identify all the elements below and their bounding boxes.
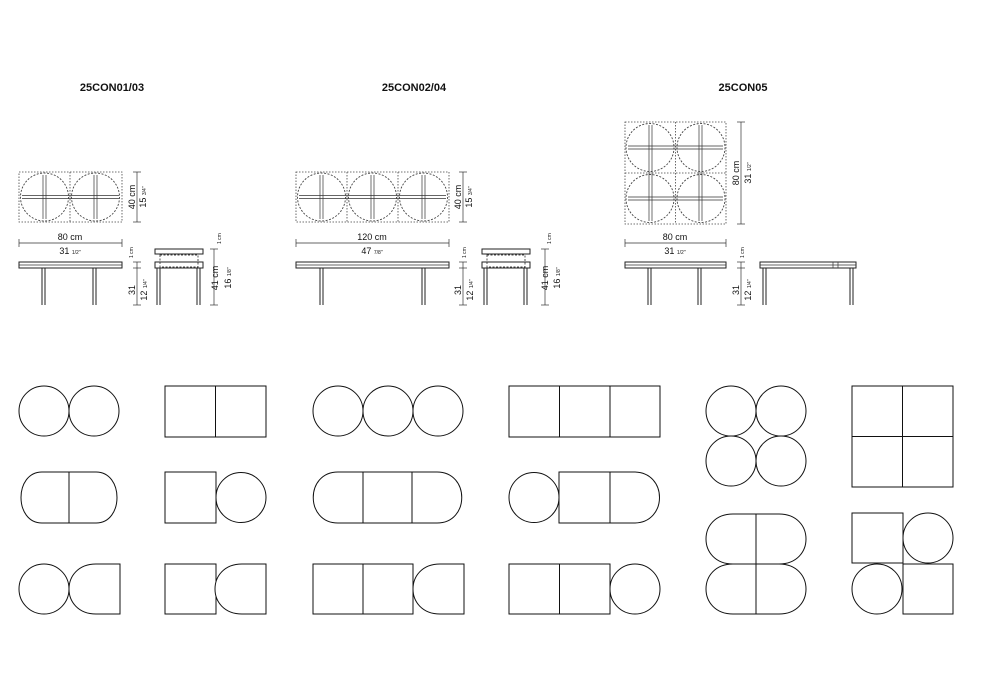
height-inch-label: 12 1/4" (743, 279, 753, 301)
width-dimension-25con01-03 (19, 232, 122, 256)
config-two-capsules (706, 514, 806, 614)
config-two-squares (165, 386, 266, 437)
config-three-circles (313, 386, 463, 436)
plan-view-25con05 (625, 122, 726, 224)
top-thickness-label-side: 1 cm (547, 233, 553, 244)
front-elevation-25con05 (625, 247, 753, 305)
width-dimension-25con05 (625, 232, 726, 256)
width-cm-label: 80 cm (57, 232, 83, 242)
plan-view-25con01-03 (19, 172, 122, 222)
config-squares-and-half (313, 564, 464, 614)
top-thickness-label: 1 cm (740, 247, 746, 258)
config-squares-and-circle (509, 564, 660, 614)
plan-view-25con02-04 (296, 172, 449, 222)
width-inch-label: 31 1/2" (59, 246, 81, 256)
config-circle-square-half (509, 472, 660, 523)
front-elevation-25con01-03 (19, 247, 149, 305)
config-two-circles (19, 386, 119, 436)
height-41-cm-label: 41 cm (210, 265, 220, 291)
depth-inch-label: 15 3/4" (464, 186, 474, 208)
config-squares-circles-checker (852, 513, 953, 614)
width-dimension-25con02-04 (296, 232, 449, 256)
width-cm-label: 80 cm (662, 232, 688, 242)
depth-inch-label: 15 3/4" (138, 186, 148, 208)
height-inch-label: 12 1/4" (465, 279, 475, 301)
front-elevation-25con02-04 (296, 247, 475, 305)
top-thickness-label: 1 cm (462, 247, 468, 258)
height-41-inch-label: 16 1/8" (223, 267, 233, 289)
model-title-25con05: 25CON05 (718, 82, 768, 94)
depth-cm-label: 80 cm (731, 160, 741, 186)
depth-cm-label: 40 cm (453, 184, 463, 210)
side-elevation-25con05 (760, 262, 856, 305)
config-two-rounded-halves (21, 472, 117, 523)
top-thickness-label: 1 cm (129, 247, 135, 258)
model-title-25con02-04: 25CON02/04 (381, 82, 447, 94)
height-cm-label: 31 (127, 284, 137, 296)
height-41-inch-label: 16 1/8" (552, 267, 562, 289)
width-inch-label: 47 7/8" (361, 246, 383, 256)
config-circle-and-half (19, 564, 120, 614)
height-41-cm-label: 41 cm (540, 265, 550, 291)
config-three-squares (509, 386, 660, 437)
height-inch-label: 12 1/4" (139, 279, 149, 301)
top-thickness-label-side: 1 cm (217, 233, 223, 244)
config-four-circles (706, 386, 806, 486)
height-cm-label: 31 (731, 284, 741, 296)
config-four-squares (852, 386, 953, 487)
height-cm-label: 31 (453, 284, 463, 296)
side-elevation-25con01-03 (155, 233, 233, 305)
depth-cm-label: 40 cm (127, 184, 137, 210)
config-capsule-three (313, 472, 462, 523)
config-square-and-half (165, 564, 266, 614)
depth-dimension-25con05 (731, 122, 753, 224)
width-inch-label: 31 1/2" (664, 246, 686, 256)
config-square-and-circle (165, 472, 266, 523)
depth-inch-label: 31 1/2" (743, 162, 753, 184)
depth-dimension-25con02-04 (453, 172, 474, 222)
side-elevation-25con02-04 (482, 233, 562, 305)
depth-dimension-25con01-03 (127, 172, 148, 222)
model-title-25con01-03: 25CON01/03 (79, 82, 145, 94)
width-cm-label: 120 cm (357, 232, 387, 242)
